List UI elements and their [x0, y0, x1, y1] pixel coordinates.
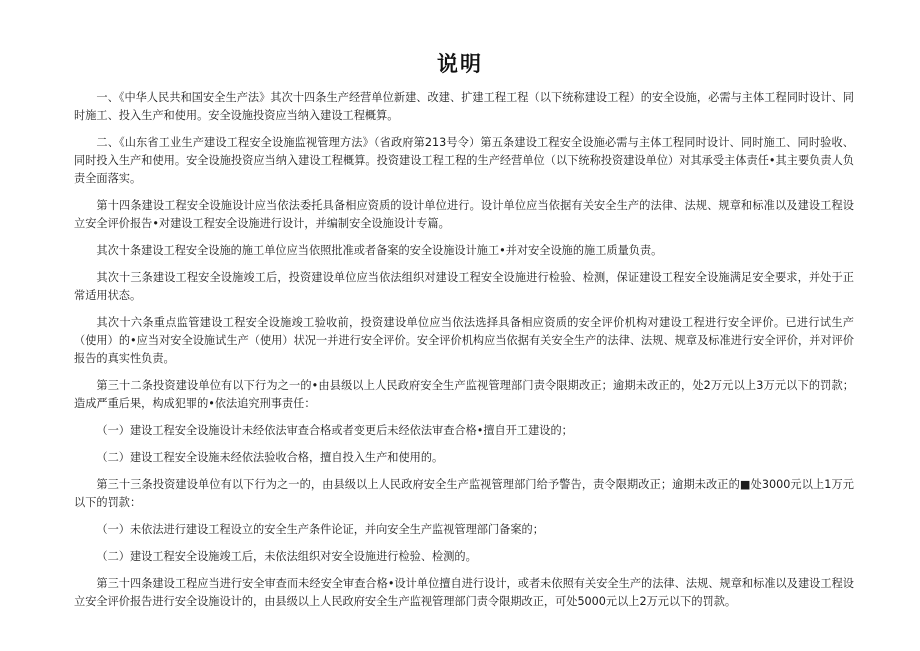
paragraph-10: 第三十三条投资建设单位有以下行为之一的，由县级以上人民政府安全生产监视管理部门给予警告，责令限期改正；逾期未改正的■处3000元以上1万元以下的罚款：: [74, 478, 854, 509]
paragraph-2: 二、《山东省工业生产建设工程安全设施监视管理方法》（省政府第213号令）第五条建设工程安全设施必需与主体工程同时设计、同时施工、同时验收、同时投入生产和使用。安全设施投资应当纳入建设工程概算。投资建设工程工程的生产经营单位（以下统称投资建设单位）对其承受主体责任•其主要负责人负责全面落实。: [74, 136, 854, 185]
paragraph-6: 其次十六条重点监管建设工程安全设施竣工验收前，投资建设单位应当依法选择具备相应资质的安全评价机构对建设工程进行安全评价。已进行试生产（使用）的•应当对安全设施试生产（使用）状况一并进行安全评价。安全评价机构应当依据有关安全生产的法律、法规、规章及标准进行安全评价，并对评价报告的真实性负责。: [74, 316, 854, 365]
paragraph-4: 其次十条建设工程安全设施的施工单位应当依照批准或者备案的安全设施设计施工•并对安全设施的施工质量负责。: [96, 244, 663, 257]
document-title: 说明: [437, 52, 483, 76]
paragraph-9: （二）建设工程安全设施未经依法验收合格，擅自投入生产和使用的。: [96, 451, 444, 464]
paragraph-7: 第三十二条投资建设单位有以下行为之一的•由县级以上人民政府安全生产监视管理部门责令限期改正；逾期未改正的，处2万元以上3万元以下的罚款；造成严重后果，构成犯罪的•依法追究刑事责任：: [74, 379, 854, 410]
paragraph-5: 其次十三条建设工程安全设施竣工后，投资建设单位应当依法组织对建设工程安全设施进行检验、检测，保证建设工程安全设施满足安全要求，并处于正常适用状态。: [74, 271, 854, 302]
paragraph-3: 第十四条建设工程安全设施设计应当依法委托具备相应资质的设计单位进行。设计单位应当依据有关安全生产的法律、法规、规章和标准以及建设工程设立安全评价报告•对建设工程安全设施进行设计，并编制安全设施设计专篇。: [74, 199, 854, 230]
paragraph-13: 第三十四条建设工程应当进行安全审查而未经安全审查合格•设计单位擅自进行设计，或者未依照有关安全生产的法律、法规、规章和标准以及建设工程设立安全评价报告进行安全设施设计的，由县级以上人民政府安全生产监视管理部门责令限期改正，可处5000元以上2万元以下的罚款。: [74, 577, 854, 608]
paragraph-8: （一）建设工程安全设施设计未经依法审查合格或者变更后未经依法审查合格•擅自开工建设的；: [96, 424, 573, 437]
paragraph-1: 一、《中华人民共和国安全生产法》其次十四条生产经营单位新建、改建、扩建工程工程（以下统称建设工程）的安全设施，必需与主体工程同时设计、同时施工、投入生产和使用。安全设施投资应当纳入建设工程概算。: [74, 91, 854, 122]
paragraph-11: （一）未依法进行建设工程设立的安全生产条件论证，并向安全生产监视管理部门备案的；: [96, 523, 544, 536]
document-body: [74, 89, 854, 620]
paragraph-12: （二）建设工程安全设施竣工后，未依法组织对安全设施进行检验、检测的。: [96, 550, 477, 563]
